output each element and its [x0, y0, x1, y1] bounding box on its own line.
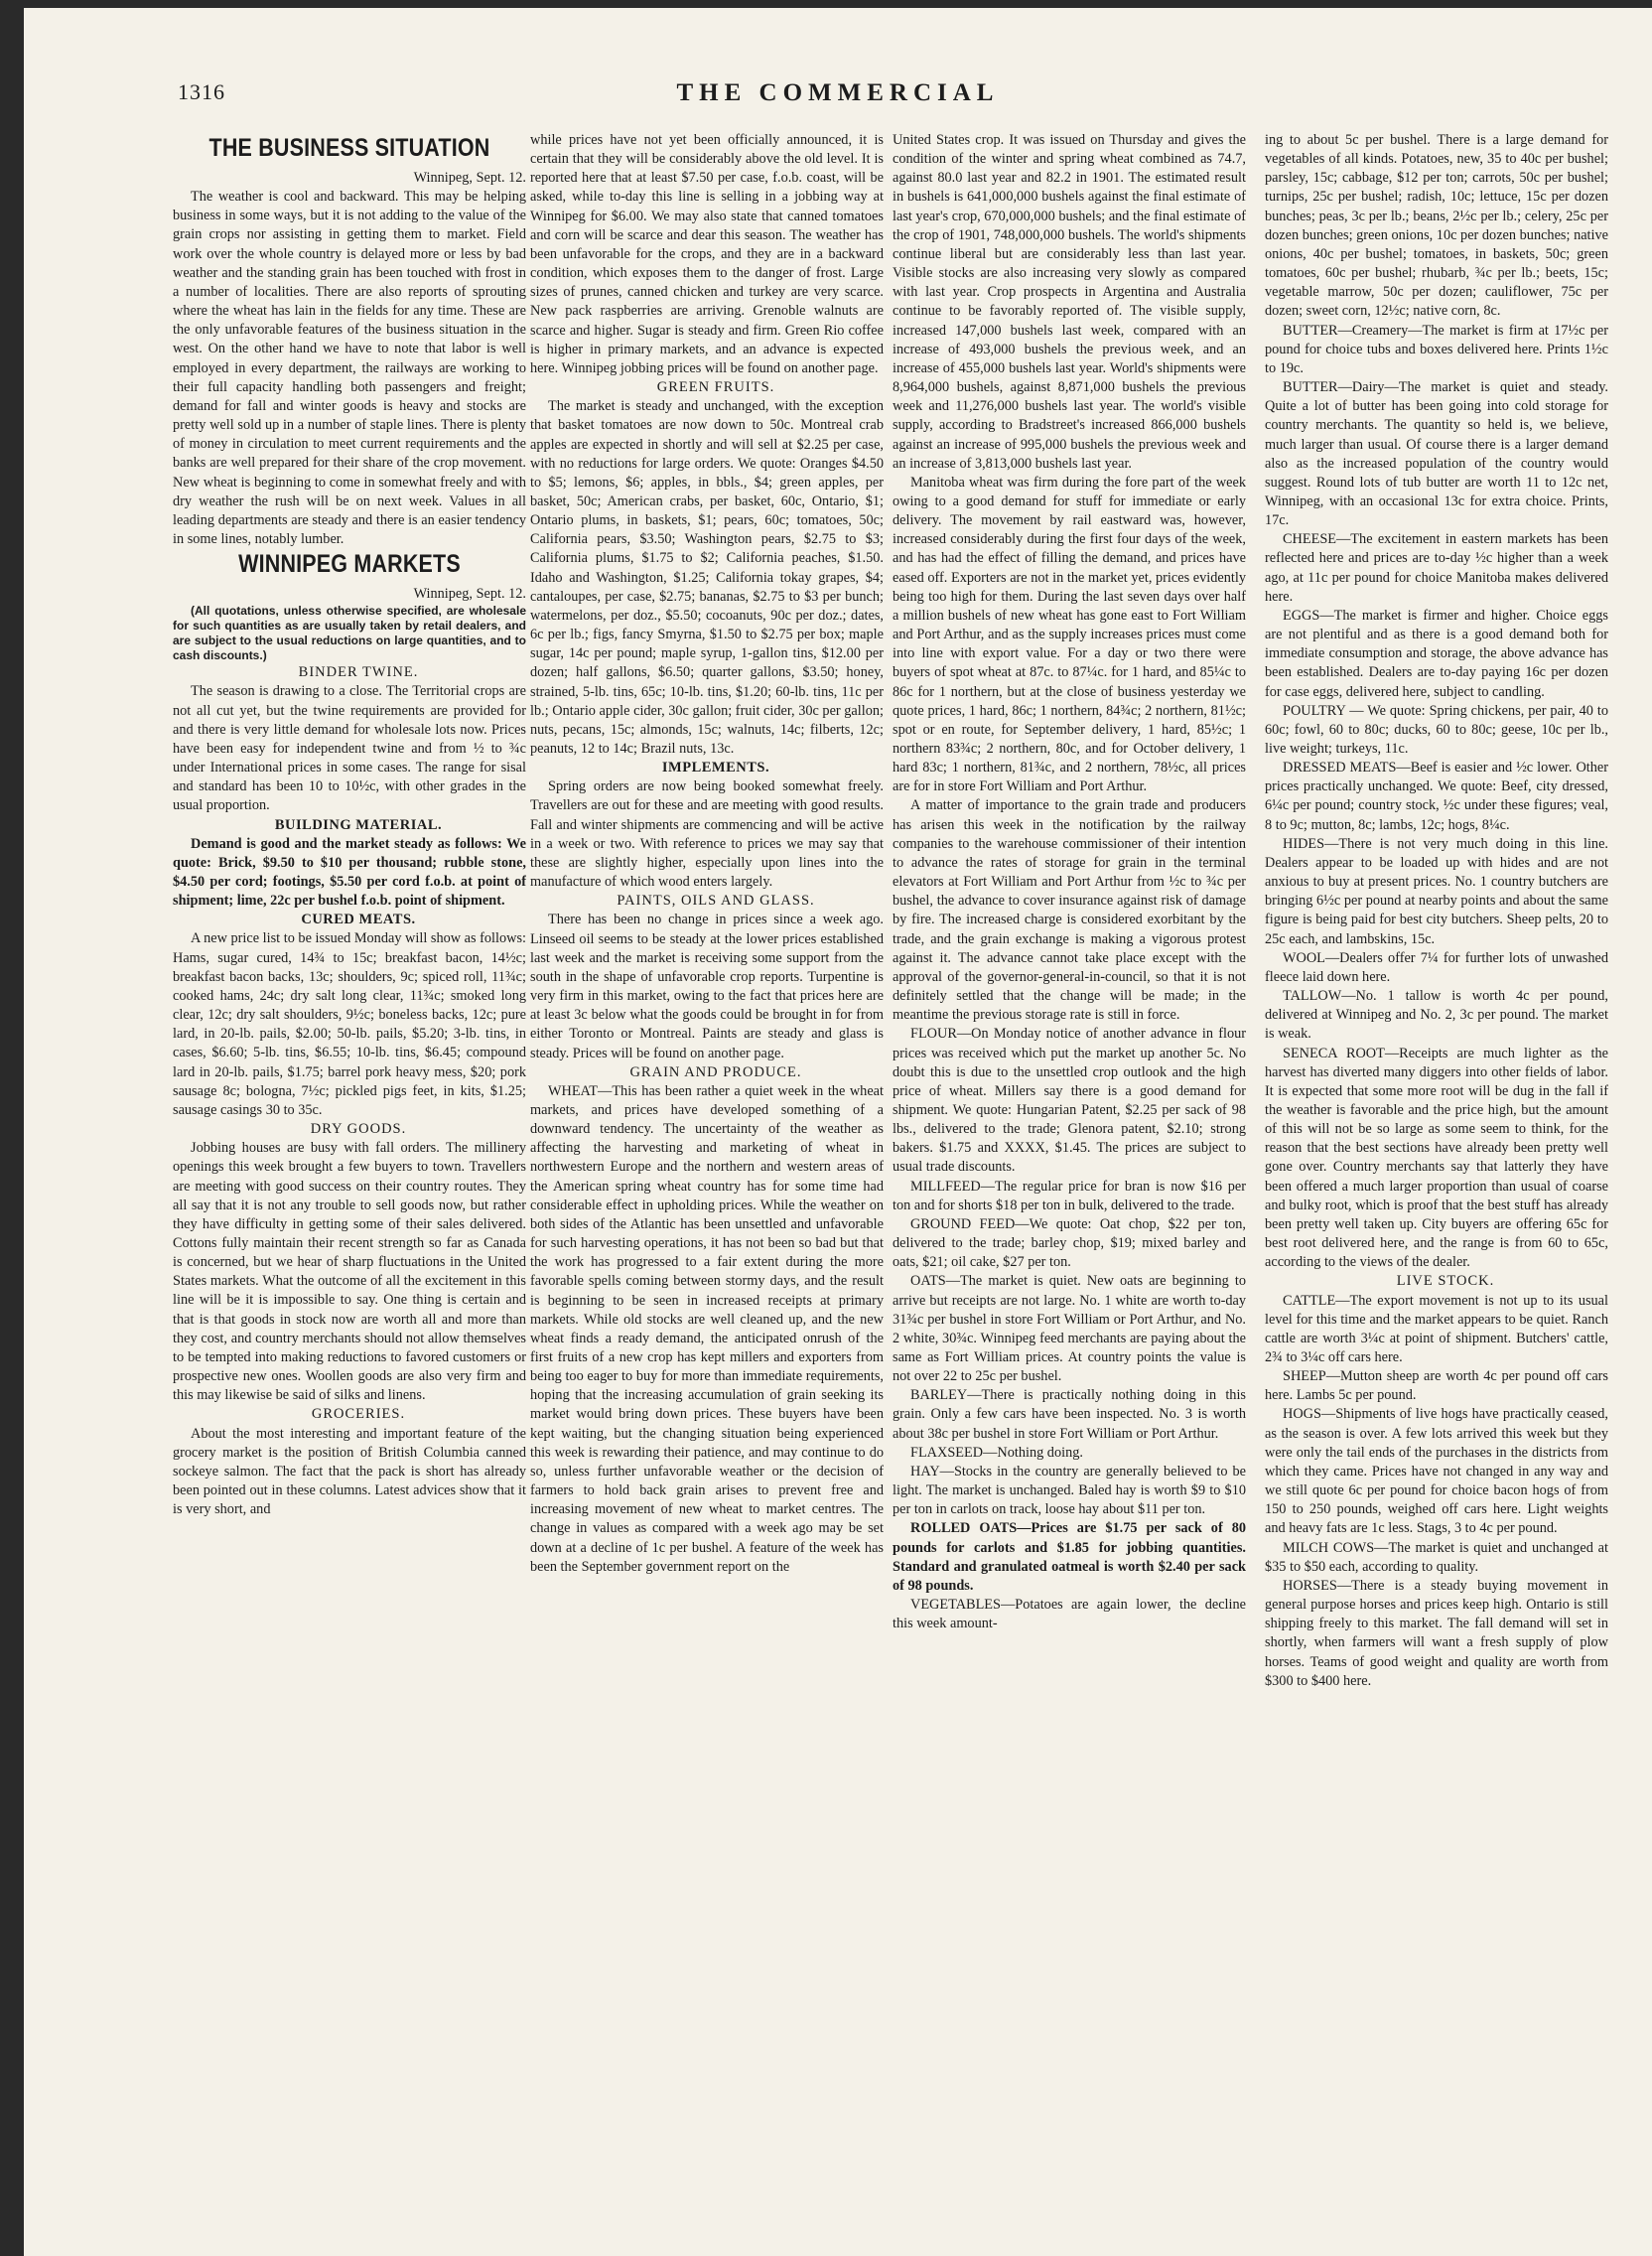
publication-title: THE COMMERCIAL [676, 79, 1000, 106]
paragraph: Manitoba wheat was firm during the fore part of the week owing to a good demand for stuff for immediate or early delivery. The movement by rail eastward was, however, increased considerably during the first four days of the week, and has had the effect of filling the demand, and prices have eased off. Exporters are not in the market yet, prices evidently being too high for them. During the last seven days over half a million bushels of new wheat has gone east to Fort William and Port Arthur, and as the supply increases prices must come into line with export value. For a day or two there were buyers of spot wheat at 87c. to 87¼c. for 1 hard, and 85¼c to 86c for 1 northern, but at the close of business yesterday we quote prices, 1 hard, 86c; 1 northern, 84¾c; 2 northern, 81½c; spot or en route, for September delivery, 1 hard, 85½c; 1 northern 83¾c; 2 northern, 80c, and for October delivery, 1 hard 83c; 1 northern, 81¾c, and 2 northern, 78½c, all prices are for in store Fort William and Port Arthur. [893, 474, 1246, 795]
paragraph: POULTRY — We quote: Spring chickens, per pair, 40 to 60c; fowl, 60 to 80c; ducks, 60 to 80c; geese, 10c per lb., live weight; turkeys, 11c. [1265, 702, 1608, 757]
paragraph: while prices have not yet been officially announced, it is certain that they will be considerably above the old level. It is reported here that at least $7.50 per case, f.o.b. coast, will be asked, while to-day this line is selling in a jobbing way at Winnipeg for $6.00. We may also state that canned tomatoes and corn will be scarce and dear this season. The weather has been unfavorable for the crops, and they are in a backward condition, which exposes them to the danger of frost. Large sizes of prunes, canned chicken and turkey are very scarce. New pack raspberries are arriving. Grenoble walnuts are scarce and higher. Sugar is steady and firm. Green Rio coffee is higher in primary markets, and an advance is expected here. Winnipeg jobbing prices will be found on another page. [530, 132, 884, 376]
paragraph: A matter of importance to the grain trade and producers has arisen this week in the notification by the railway companies to the warehouse commissioner of their intention to advance the rates of storage for grain in the terminal elevators at Fort William and Port Arthur from ½c to ¾c per bushel, the advance to cover insurance against risk of damage by fire. The increased charge is considered exorbitant by the trade, and the grain exchange is making a vigorous protest against it. The advance cannot take place except with the approval of the governor-general-in-council, so that it is not definitely settled that the change will be made; in the meantime the previous storage rate is still in force. [893, 797, 1246, 1024]
subsection-heading: LIVE STOCK. [1396, 1273, 1495, 1290]
paragraph: SENECA ROOT—Receipts are much lighter as the harvest has diverted many diggers into other fields of labor. It is expected that some more root will be dug in the fall if the weather is favorable and the price high, but the amount of this will not be so large as some seem to think, for the reason that the best sections have already been pretty well gone over. Country merchants say that latterly they have been offered a much larger proportion than usual of coarse and bulky root, which is proof that the best stuff has already been pretty well taken up. City buyers are offering 65c for best root delivered here, and the range is from 60 to 65c, according to the views of the dealer. [1265, 1045, 1608, 1271]
quotation-note: (All quotations, unless otherwise specified, are wholesale for such quantities as are usually taken by retail dealers, and are subject to the usual reductions on large quantities, and to cash discounts.) [173, 604, 526, 663]
column-2 [530, 131, 884, 2196]
paragraph: CATTLE—The export movement is not up to its usual level for this time and the market appears to be quiet. Ranch cattle are worth 3¼c at point of shipment. Butchers' cattle, 2¾ to 3¼c off cars here. [1265, 1292, 1608, 1365]
paragraph: HOGS—Shipments of live hogs have practically ceased, as the season is over. A few lots arrived this week but they were only the tail ends of the purchases in the districts from which they came. Prices have not changed in any way and we still quote 6c per pound for choice bacon hogs of from 150 to 250 pounds, weighed off cars here. Light weights and heavy fats are 1c less. Stags, 3 to 4c per pound. [1265, 1406, 1608, 1537]
subsection-heading: CURED MEATS. [301, 912, 416, 928]
paragraph: HORSES—There is a steady buying movement in general purpose horses and prices keep high. Ontario is still shipping freely to this market. The fall demand will set in shortly, when farmers will want a fresh supply of plow horses. Teams of good weight and quality are worth from $300 to $400 here. [1265, 1577, 1608, 1689]
paragraph: WOOL—Dealers offer 7¼ for further lots of unwashed fleece laid down here. [1265, 949, 1608, 985]
paragraph: United States crop. It was issued on Thursday and gives the condition of the winter and spring wheat combined as 74.7, against 80.0 last year and 82.2 in 1901. The estimated result in bushels is 641,000,000 bushels against the final estimate of last year's crop, 670,000,000 bushels; and the final estimate of the crop of 1901, 748,000,000 bushels. The world's shipments continue liberal but are considerably less than last year. Visible stocks are also increasing very slowly as compared with last year. Crop prospects in Argentina and Australia continue to be favorably reported of. The visible supply, increased 147,000 bushels last week, compared with an increase of 493,000 bushels the previous week, and an increase of 455,000 bushels last year. World's shipments were 8,964,000 bushels, against 8,871,000 bushels the previous week and 11,276,000 bushels last year. The world's visible supply, according to Bradstreet's increased 866,000 bushels against an increase of 995,000 bushels the previous week and an increase of 3,813,000 bushels last year. [893, 132, 1246, 472]
paragraph: Jobbing houses are busy with fall orders. The millinery openings this week brought a few buyers to town. Travellers are meeting with good success on their country routes. They all say that it is not any trouble to sell goods now, but rather they have difficulty in getting some of their sales delivered. Cottons fully maintain their recent strength so far as Canada is concerned, but we hear of sharp fluctuations in the United States markets. What the outcome of all the excitement in this line will be it is impossible to say. One thing is certain and that is that goods in stock now are worth all and more than they cost, and country merchants should not allow themselves to be tempted into making reductions to favored customers or prospective new ones. Woollen goods are also very firm and this may likewise be said of silks and linens. [173, 1140, 526, 1404]
column-4 [1265, 131, 1608, 2196]
paragraph: HIDES—There is not very much doing in this line. Dealers appear to be loaded up with hides and are not anxious to buy at present prices. No. 1 country butchers are bringing 6½c per pound at nearby points and about the same figure is being paid for best city butchers. Sheep pelts, 20 to 25c each, and lambskins, 15c. [1265, 835, 1608, 947]
subsection-heading: GROCERIES. [311, 1406, 406, 1423]
paragraph: About the most interesting and important feature of the grocery market is the position of British Columbia canned sockeye salmon. The fact that the pack is short has already been pointed out in these columns. Latest advices show that it is very short, and [173, 1425, 526, 1518]
paragraph: BUTTER—Dairy—The market is quiet and steady. Quite a lot of butter has been going into cold storage for country merchants. The quantity so held is, we believe, much larger than usual. Of course there is a larger demand also as the increased population of the country would suggest. Round lots of tub butter are worth 11 to 12c net, Winnipeg, with an occasional 13c for extra choice. Prints, 17c. [1265, 379, 1608, 529]
subsection-heading: GRAIN AND PRODUCE. [629, 1063, 802, 1080]
paragraph: The weather is cool and backward. This may be helping business in some ways, but it is not adding to the value of the grain crops nor assisting in getting them to market. Field work over the whole country is delayed more or less by bad weather and the standing grain has been touched with frost in a number of localities. There are also reports of sprouting where the wheat has lain in the fields for any time. These are the only unfavorable features of the business situation in the west. On the other hand we have to note that labor is well employed in every department, the railways are working to their full capacity handling both passengers and freight; demand for fall and winter goods is heavy and stocks are pretty well sold up in a number of staple lines. There is plenty of money in circulation to meet current requirements and the banks are well prepared for their share of the crop movement. New wheat is beginning to come in somewhat freely and with dry weather the rush will be on next week. Values in all leading departments are steady and there is an easier tendency in some lines, notably lumber. [173, 189, 526, 547]
subsection-heading: DRY GOODS. [310, 1121, 407, 1138]
paragraph: FLAXSEED—Nothing doing. [910, 1444, 1083, 1461]
paragraph: WHEAT—This has been rather a quiet week in the wheat markets, and prices have developed something of a downward tendency. The uncertainty of the weather as affecting the harvesting and marketing of wheat in northwestern Europe and the northern and western areas of the American spring wheat country has for some time had considerable effect in upholding prices. While the weather on both sides of the Atlantic has been unsettled and unfavorable for such harvesting operations, it has not been so bad but that the work has progressed to a fair extent during the more favorable spells coming between stormy days, and the result is beginning to be seen in increased receipts at primary markets. While old stocks are well cleaned up, and the new wheat finds a ready demand, the anticipated onrush of the first fruits of a new crop has kept millers and exporters from being too eager to buy for more than immediate requirements, hoping that the increasing accumulation of grain seeking its market would bring down prices. These buyers have been kept waiting, but the changing situation being experienced this week is rewarding their patience, and may continue to do so, unless further unfavorable weather or the decision of farmers to hold back grain arises to prevent free and increasing movement of new wheat to market centres. The change in values as compared with a week ago may be set down at a decline of 1c per bushel. A feature of the week has been the September government report on the [530, 1082, 884, 1575]
paragraph: FLOUR—On Monday notice of another advance in flour prices was received which put the market up another 5c. No doubt this is due to the unsettled crop outlook and the high price of wheat. Millers say there is a good demand for shipment. We quote: Hungarian Patent, $2.25 per sack of 98 lbs., delivered to the trade; Glenora patent, $2.10; strong bakers. $1.75 and XXXX, $1.45. The prices are subject to usual trade discounts. [893, 1026, 1246, 1176]
paragraph: EGGS—The market is firmer and higher. Choice eggs are not plentiful and as there is a good demand both for immediate consumption and storage, the above advance has been established. Dealers are to-day paying 16c per dozen for case eggs, delivered here, subject to candling. [1265, 607, 1608, 700]
paragraph: BUTTER—Creamery—The market is firm at 17½c per pound for choice tubs and boxes delivered here. Prints 1½c to 19c. [1265, 322, 1608, 376]
paragraph: DRESSED MEATS—Beef is easier and ½c lower. Other prices practically unchanged. We quote: Beef, city dressed, 6¼c per pound; country stock, ½c under these figures; veal, 8 to 9c; mutton, 8c; lambs, 12c; hogs, 8¼c. [1265, 760, 1608, 833]
paragraph: A new price list to be issued Monday will show as follows: Hams, sugar cured, 14¾ to 15c; breakfast bacon, 14½c; breakfast bacon backs, 13c; shoulders, 9c; spiced roll, 11¾c; cooked hams, 24c; dry salt long clear, 11¾c; smoked long clear, 12c; dry salt shoulders, 9½c; boneless backs, 12c; pure lard, in 20-lb. pails, $2.00; 50-lb. pails, $5.20; 3-lb. tins, in cases, $6.60; 5-lb. tins, $6.55; 10-lb. tins, $6.45; compound lard in 20-lb. pails, $1.75; barrel pork heavy mess, $20; pork sausage 8c; bologna, 7½c; pickled pigs feet, in kits, $1.25; sausage casings 30 to 35c. [173, 930, 526, 1118]
column-3 [893, 131, 1246, 2196]
paragraph: ing to about 5c per bushel. There is a large demand for vegetables of all kinds. Potatoes, new, 35 to 40c per bushel; parsley, 15c; cabbage, $12 per ton; carrots, 50c per bushel; turnips, 25c per bushel; radish, 10c; lettuce, 15c per dozen bunches; peas, 3c per lb.; beans, 2½c per lb.; celery, 25c per dozen bunches; green onions, 10c per dozen bunches; native onions, 40c per bushel; tomatoes, in baskets, 50c; green tomatoes, 60c per bushel; rhubarb, ¾c per lb.; beets, 15c; vegetable marrow, 50c per dozen; cauliflower, 75c per dozen; sweet corn, 12½c; native corn, 8c. [1265, 132, 1608, 320]
subsection-heading: IMPLEMENTS. [661, 760, 770, 776]
paragraph: Spring orders are now being booked somewhat freely. Travellers are out for these and are meeting with good results. Fall and winter shipments are commencing and will be active in a week or two. With reference to prices we may say that these are slightly higher, especially upon lines into the manufacture of which wood enters largely. [530, 778, 884, 891]
paragraph: The market is steady and unchanged, with the exception that basket tomatoes are now down to 50c. Montreal crab apples are expected in shortly and will sell at $2.25 per case, with no reductions for large orders. We quote: Oranges $4.50 to $5; lemons, $6; apples, in bbls., $4; green apples, per basket, 50c; American crabs, per basket, 60c, Ontario, $1; Ontario plums, in baskets, $1; pears, 60c; tomatoes, 50c; California pears, $3.50; Washington pears, $2.75 to $3; California plums, $1.75 to $2; California peaches, $1.50. Idaho and Washington, $1.25; California tokay grapes, $4; cantaloupes, per case, $2.75; bananas, $2.75 to $3 per bunch; watermelons, per doz., $5.50; cocoanuts, 90c per doz.; dates, 6c per lb.; figs, fancy Smyrna, $1.50 to $2.75 per box; maple sugar, 14c per pound; maple syrup, 1-gallon tins, $12.00 per dozen; half gallons, $6.50; quarter gallons, $3.50; honey, strained, 5-lb. tins, 65c; 10-lb. tins, $1.20; 60-lb. tins, 11c per lb.; Ontario apple cider, 30c gallon; fruit cider, 30c per gallon; nuts, pecans, 15c; almonds, 15c; walnuts, 14c; filberts, 12c; peanuts, 12 to 14c; Brazil nuts, 13c. [530, 398, 884, 757]
paragraph: The season is drawing to a close. The Territorial crops are not all cut yet, but the twine requirements are provided for and there is very little demand for wholesale lots now. Prices have been easy for independent twine and from ½ to ¾c under International prices in some cases. The range for sisal and standard has been 10 to 10½c, with other grades in the usual proportion. [173, 683, 526, 814]
paragraph: MILCH COWS—The market is quiet and unchanged at $35 to $50 each, according to quality. [1265, 1539, 1608, 1575]
column-1 [173, 133, 526, 2198]
paragraph: BARLEY—There is practically nothing doing in this grain. Only a few cars have been inspected. No. 3 is worth about 38c per bushel in store Fort William or Port Arthur. [893, 1387, 1246, 1442]
paragraph: Demand is good and the market steady as follows: We quote: Brick, $9.50 to $10 per thousand; rubble stone, $4.50 per cord; footings, $5.50 per cord f.o.b. at point of shipment; lime, 22c per bushel f.o.b. point of shipment. [173, 835, 526, 910]
page-number: 1316 [178, 79, 225, 104]
subsection-heading: PAINTS, OILS AND GLASS. [617, 893, 815, 910]
subsection-heading: BINDER TWINE. [298, 664, 419, 681]
newspaper-page [24, 8, 1652, 2256]
paragraph: GROUND FEED—We quote: Oat chop, $22 per ton, delivered to the trade; barley chop, $19; mixed barley and oats, $21; oil cake, $27 per ton. [893, 1215, 1246, 1271]
paragraph: CHEESE—The excitement in eastern markets has been reflected here and prices are to-day ½c higher than a week ago, at 11c per pound for choice Manitoba makes delivered here. [1265, 531, 1608, 605]
paragraph: ROLLED OATS—Prices are $1.75 per sack of 80 pounds for carlots and $1.85 for jobbing quantities. Standard and granulated oatmeal is worth $2.40 per sack of 98 pounds. [893, 1520, 1246, 1594]
subsection-heading: GREEN FRUITS. [656, 379, 775, 396]
paragraph: MILLFEED—The regular price for bran is now $16 per ton and for shorts $18 per ton in bulk, delivered to the trade. [893, 1178, 1246, 1213]
paragraph: HAY—Stocks in the country are generally believed to be light. The market is unchanged. Baled hay is worth $9 to $10 per ton in carlots on track, loose hay about $11 per ton. [893, 1463, 1246, 1518]
dateline: Winnipeg, Sept. 12. [413, 170, 526, 186]
paragraph: VEGETABLES—Potatoes are again lower, the decline this week amount- [893, 1597, 1246, 1632]
paragraph: TALLOW—No. 1 tallow is worth 4c per pound, delivered at Winnipeg and No. 2, 3c per pound. The market is weak. [1265, 988, 1608, 1043]
section-heading: THE BUSINESS SITUATION [208, 134, 490, 162]
section-heading: WINNIPEG MARKETS [238, 550, 461, 579]
subsection-heading: BUILDING MATERIAL. [274, 816, 443, 833]
paragraph: SHEEP—Mutton sheep are worth 4c per pound off cars here. Lambs 5c per pound. [1265, 1368, 1608, 1404]
paragraph: There has been no change in prices since a week ago. Linseed oil seems to be steady at the lower prices established last week and the market is receiving some support from the south in the shape of unfavorable crop reports. Turpentine is very firm in this market, owing to the fact that prices here are at least 3c below what the goods could be brought in for from either Toronto or Montreal. Paints are steady and glass is steady. Prices will be found on another page. [530, 912, 884, 1061]
paragraph: OATS—The market is quiet. New oats are beginning to arrive but receipts are not large. No. 1 white are worth to-day 31¾c per bushel in store Fort William or Port Arthur, and No. 2 white, 30¾c. Winnipeg feed merchants are paying about the same as Fort William prices. At country points the value is not over 22 to 25c per bushel. [893, 1273, 1246, 1385]
dateline: Winnipeg, Sept. 12. [413, 586, 526, 603]
